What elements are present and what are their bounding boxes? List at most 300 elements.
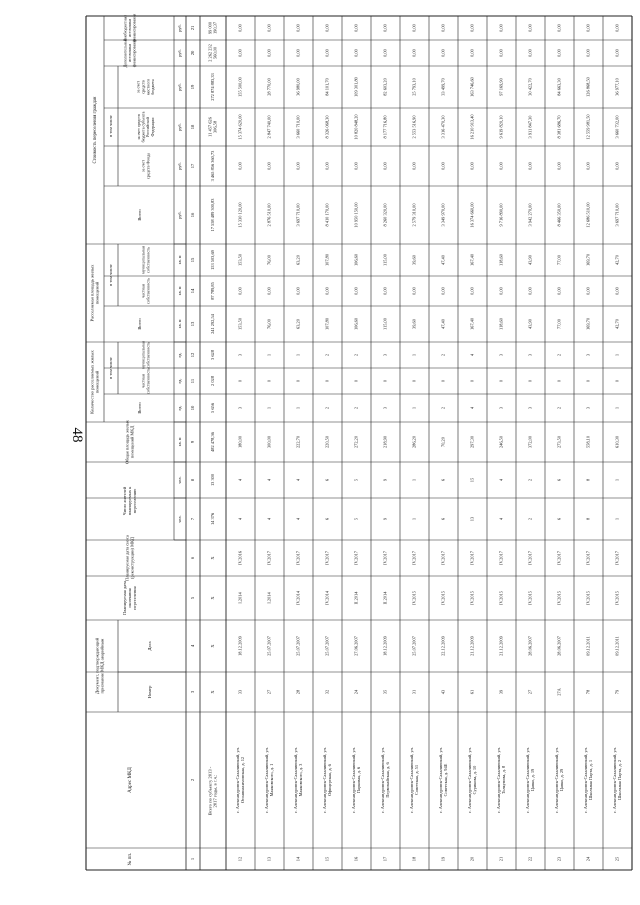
data-cell: 4	[469, 353, 475, 357]
data-cell: 106,60	[353, 317, 359, 331]
total-cell: X	[210, 644, 216, 648]
unit-label: руб.	[176, 83, 182, 91]
data-cell: IV.2015	[527, 591, 533, 605]
total-cell: 241 292,54	[210, 314, 216, 334]
total-cell: 153 503,69	[210, 250, 216, 270]
total-cell: 5 656	[210, 403, 216, 413]
data-cell: 1	[614, 517, 620, 521]
header-count-municipal: муниципальная	[140, 341, 146, 369]
data-cell: IV.2017	[527, 551, 533, 565]
data-cell: 22.12.2009	[440, 636, 446, 656]
data-cell: 0,00	[295, 24, 301, 32]
data-cell: 297,30	[469, 435, 475, 449]
header-cost-fund: средств Фонда	[145, 152, 151, 180]
data-cell: 10 820 848,20	[353, 114, 359, 140]
data-cell: 0,00	[411, 49, 417, 57]
data-cell: 3	[527, 353, 533, 357]
data-cell: 6	[556, 478, 562, 482]
data-cell: II.2014	[353, 591, 359, 605]
data-cell: 27А	[556, 688, 562, 696]
data-cell: 43,90	[527, 319, 533, 329]
data-cell: 1	[295, 353, 301, 357]
data-cell: 3 349 970,00	[440, 203, 446, 227]
data-cell: 286,20	[411, 435, 417, 449]
data-cell: IV.2015	[498, 591, 504, 605]
data-cell: IV.2017	[324, 551, 330, 565]
data-cell: 2	[324, 406, 330, 410]
data-cell: 1	[411, 406, 417, 410]
data-cell: 6	[440, 517, 446, 521]
column-number: 4	[190, 644, 196, 648]
total-cell: 190,37	[212, 21, 218, 35]
data-cell: 2	[353, 353, 359, 357]
data-cell: 3	[382, 353, 388, 357]
header-ras-private: частная	[140, 284, 146, 298]
data-cell: 0	[266, 379, 272, 383]
data-cell: 1	[614, 353, 620, 357]
data-cell: 9	[382, 478, 388, 482]
data-cell: 21.12.2009	[469, 636, 475, 656]
column-number: 9	[190, 440, 196, 444]
total-cell: 17 558 489 300,83	[210, 198, 216, 232]
data-cell: 43	[440, 689, 446, 695]
data-cell: 19	[440, 856, 446, 862]
data-cell: 97 169,90	[498, 78, 504, 96]
column-number: 14	[190, 288, 196, 294]
data-cell: 17	[382, 856, 388, 862]
data-cell: 25	[614, 856, 620, 862]
data-cell: 2	[527, 478, 533, 482]
header-ras-private: собственность	[145, 278, 151, 304]
data-cell: 4	[498, 478, 504, 482]
column-number: 3	[190, 690, 196, 694]
header-area: помещений МКД	[129, 425, 135, 459]
data-cell: 3	[498, 353, 504, 357]
data-cell: IV.2017	[556, 551, 562, 565]
header-area: Общая площадь жилых	[124, 420, 130, 464]
data-cell: 3 660 710,00	[295, 115, 301, 139]
page-number: 48	[69, 427, 85, 443]
data-cell: 9	[382, 517, 388, 521]
data-cell: 1	[614, 406, 620, 410]
data-cell: 6	[324, 478, 330, 482]
data-cell: 9 716 890,00	[498, 203, 504, 227]
total-cell: 306,58	[212, 120, 218, 134]
address-cell: Маяковского, д. 1	[269, 763, 275, 797]
address-cell: г. Александровск-Сахалинский, ул.	[553, 747, 559, 813]
data-cell: 84 663,30	[556, 78, 562, 96]
header-cost-local: местного	[145, 78, 151, 96]
data-cell: 21.12.2009	[498, 636, 504, 656]
address-cell: г. Александровск-Сахалинский, ул.	[321, 747, 327, 813]
data-cell: 5	[353, 517, 359, 521]
data-cell: 155 500,00	[237, 77, 243, 97]
data-cell: 0,00	[382, 49, 388, 57]
data-cell: IV.2017	[469, 551, 475, 565]
total-cell: 482 478,36	[210, 432, 216, 452]
total-cell: 13 300	[210, 473, 216, 487]
unit-label: руб.	[176, 162, 182, 170]
header-cost-local: за счет	[135, 80, 141, 94]
header-cost-incl: в том числе	[108, 115, 114, 137]
data-cell: 115,00	[382, 318, 388, 330]
total-label: Всего по субъекту 2013 -	[207, 766, 213, 816]
data-cell: 0,00	[585, 162, 591, 170]
address-cell: г. Александровск-Сахалинский, ул.	[263, 747, 269, 813]
total-cell: 3 628	[210, 350, 216, 360]
data-cell: 4	[295, 517, 301, 521]
address-cell: Толкунова, д. 8	[501, 765, 507, 795]
data-cell: 0,00	[469, 287, 475, 295]
total-cell: 2 028	[210, 376, 216, 386]
total-label: 2017 годы, в т.ч.:	[212, 774, 218, 808]
data-cell: 8 260 320,00	[382, 203, 388, 227]
data-cell: 33	[237, 689, 243, 695]
data-cell: 0,00	[411, 162, 417, 170]
data-cell: 246,50	[498, 435, 504, 449]
header-cost-subject: Федерации	[149, 117, 155, 137]
data-cell: 25 793,10	[411, 78, 417, 96]
data-cell: 2	[440, 406, 446, 410]
total-cell: X	[210, 596, 216, 600]
data-cell: 13	[266, 856, 272, 862]
data-cell: 15 330 120,00	[237, 202, 243, 228]
total-cell: 99 000	[207, 21, 213, 35]
data-cell: 222,70	[295, 435, 301, 449]
unit-label: ед.	[176, 405, 182, 411]
data-cell: 0,00	[440, 162, 446, 170]
data-cell: 0,00	[556, 24, 562, 32]
data-cell: IV.2014	[324, 591, 330, 605]
data-cell: IV.2015	[585, 591, 591, 605]
data-cell: 27.06.2007	[353, 636, 359, 656]
total-cell: 14 376	[210, 512, 216, 526]
data-cell: 0,00	[324, 162, 330, 170]
address-cell: Школьная Парта, д. 1	[588, 759, 594, 801]
data-cell: 63,20	[295, 255, 301, 265]
header-count-incl: в том числе	[108, 357, 114, 379]
data-cell: 0,00	[527, 287, 533, 295]
data-cell: 2	[324, 353, 330, 357]
data-cell: 0,00	[324, 49, 330, 57]
data-cell: 16 210 913,40	[469, 114, 475, 140]
data-cell: 0,00	[295, 287, 301, 295]
header-offbudget: Внебюджетные	[122, 14, 128, 42]
header-document: Документ, подтверждающий	[94, 637, 100, 695]
data-cell: 0,00	[440, 49, 446, 57]
data-cell: 2	[556, 353, 562, 357]
data-cell: 70,20	[440, 437, 446, 447]
data-cell: 8 177 716,80	[382, 115, 388, 139]
data-cell: 25.07.2007	[266, 636, 272, 656]
data-cell: 0,00	[353, 24, 359, 32]
header-ras-municipal: собственность	[145, 247, 151, 273]
column-number: 18	[190, 124, 196, 130]
data-cell: I.2014	[237, 592, 243, 604]
unit-label: кв. м	[176, 255, 182, 265]
unit-label: кв. м	[176, 286, 182, 296]
address-cell: Цапко, д. 29	[559, 768, 565, 792]
data-cell: I.2014	[266, 592, 272, 604]
data-cell: 0,00	[527, 24, 533, 32]
column-number: 21	[190, 25, 196, 31]
header-plan-end: окончания	[127, 588, 133, 608]
data-cell: 3	[237, 353, 243, 357]
data-cell: 77,00	[556, 319, 562, 329]
header-count-private: собственность	[145, 368, 151, 394]
data-cell: 167,40	[469, 253, 475, 267]
data-cell: 0	[556, 379, 562, 383]
data-cell: 0,00	[266, 24, 272, 32]
data-cell: 4	[469, 406, 475, 410]
header-count-private: частная	[140, 374, 146, 388]
data-cell: 3 942 270,00	[527, 203, 533, 227]
data-cell: 3 697 710,00	[295, 203, 301, 227]
data-cell: 4	[498, 517, 504, 521]
data-cell: 6	[324, 517, 330, 521]
data-cell: IV.2017	[585, 551, 591, 565]
data-cell: IV.2015	[469, 591, 475, 605]
data-cell: 0,00	[353, 49, 359, 57]
data-cell: 0,00	[237, 24, 243, 32]
data-cell: 153,50	[237, 253, 243, 267]
data-cell: 272,20	[353, 435, 359, 449]
header-no: № пп.	[128, 852, 134, 866]
data-cell: 115,00	[382, 254, 388, 266]
address-cell: Сурикова, д. 10	[472, 765, 478, 795]
data-cell: 8	[585, 478, 591, 482]
data-cell: 3	[498, 406, 504, 410]
header-cost-local: бюджета	[150, 79, 156, 95]
data-cell: 0,00	[585, 24, 591, 32]
data-cell: 25.07.2007	[411, 636, 417, 656]
address-cell: Советская, д. 94Е	[443, 763, 449, 797]
data-cell: 0,00	[237, 49, 243, 57]
unit-label: кв. м	[176, 437, 182, 447]
column-number: 17	[190, 163, 196, 169]
header-plan-end: переселения	[132, 586, 138, 610]
data-cell: 8 326 068,30	[324, 115, 330, 139]
data-cell: 372,00	[527, 435, 533, 449]
data-cell: 0,00	[614, 287, 620, 295]
data-cell: 2 553 516,90	[411, 115, 417, 139]
data-cell: 84 101,70	[324, 78, 330, 96]
data-cell: 79	[614, 689, 620, 695]
data-cell: 0,00	[382, 162, 388, 170]
header-extra-sources: Дополнительные	[122, 38, 128, 68]
data-cell: 28	[295, 689, 301, 695]
data-cell: 0	[324, 379, 330, 383]
data-cell: 0,00	[295, 162, 301, 170]
data-cell: 2	[440, 353, 446, 357]
column-number: 20	[190, 50, 196, 56]
data-cell: 3 911 847,30	[527, 115, 533, 139]
data-cell: 27	[266, 689, 272, 695]
data-cell: 0,00	[498, 24, 504, 32]
data-cell: 12 559 981,50	[585, 114, 591, 140]
data-cell: 0,00	[411, 24, 417, 32]
data-cell: 167,40	[469, 317, 475, 331]
data-cell: 2 876 510,00	[266, 203, 272, 227]
data-cell: 0,00	[556, 162, 562, 170]
data-cell: 1	[411, 478, 417, 482]
data-cell: 0	[353, 379, 359, 383]
data-cell: 39	[498, 689, 504, 695]
data-cell: IV.2017	[440, 551, 446, 565]
header-address: Адрес МКД	[128, 767, 134, 793]
data-cell: 0,00	[498, 287, 504, 295]
data-cell: 610,30	[614, 435, 620, 449]
address-cell: Парковая, д. 6	[356, 766, 362, 794]
data-cell: 16 374 660,00	[469, 202, 475, 228]
data-cell: 126 868,50	[585, 77, 591, 97]
data-cell: 8 381 686,70	[556, 115, 562, 139]
data-cell: 220,50	[324, 435, 330, 449]
data-cell: 47,40	[440, 255, 446, 265]
data-cell: 1	[266, 406, 272, 410]
data-cell: 3	[585, 353, 591, 357]
data-cell: 0,00	[585, 49, 591, 57]
data-cell: 8	[585, 517, 591, 521]
column-number: 12	[190, 352, 196, 358]
data-cell: 0,00	[469, 162, 475, 170]
data-cell: 169,70	[585, 253, 591, 267]
header-document: признание МКД аварийным	[99, 638, 105, 694]
data-cell: 8 410 170,00	[324, 203, 330, 227]
column-number: 10	[190, 405, 196, 411]
header-rasselyaem: Расселяемая площадь жилых	[89, 264, 95, 322]
address-cell: Офицерская, д. 6	[327, 764, 333, 796]
header-cost-subject: за счет средств	[136, 114, 142, 140]
column-number: 16	[190, 212, 196, 218]
data-cell: 2	[353, 406, 359, 410]
data-cell: 16	[353, 856, 359, 862]
data-cell: 13	[469, 516, 475, 522]
data-cell: 24	[353, 689, 359, 695]
data-cell: 0	[614, 379, 620, 383]
data-cell: 1	[266, 353, 272, 357]
data-cell: 0,00	[440, 24, 446, 32]
column-number: 2	[190, 778, 196, 782]
column-number: 7	[190, 517, 196, 521]
header-plan-demolition: Планируемая дата сноса	[124, 535, 130, 581]
data-cell: 39,60	[411, 255, 417, 265]
header-rasselyaem: помещений	[94, 281, 100, 305]
data-cell: 2	[527, 517, 533, 521]
data-cell: 35	[382, 689, 388, 695]
data-cell: 0,00	[498, 162, 504, 170]
data-cell: 106,60	[353, 253, 359, 267]
data-cell: 0	[469, 379, 475, 383]
unit-label: чел.	[176, 515, 182, 523]
data-cell: 2	[556, 406, 562, 410]
data-cell: 0	[440, 379, 446, 383]
data-cell: 180,00	[237, 435, 243, 449]
total-cell: X	[210, 556, 216, 560]
header-ras-incl: в том числе	[108, 264, 114, 286]
data-cell: 77,00	[556, 255, 562, 265]
data-cell: 32	[324, 689, 330, 695]
header-cost-subject: бюджета субъекта	[140, 111, 146, 143]
data-cell: 0,00	[556, 49, 562, 57]
address-cell: г. Александровск-Сахалинский, ул.	[466, 747, 472, 813]
data-cell: 28.06.2007	[527, 636, 533, 656]
data-cell: 6	[440, 478, 446, 482]
header-ras-municipal: муниципальная	[140, 246, 146, 274]
header-count-total: Всего	[137, 402, 143, 414]
data-cell: 163 746,60	[469, 77, 475, 97]
data-cell: 76,00	[266, 319, 272, 329]
data-cell: IV.2017	[295, 551, 301, 565]
header-people: планируемых к	[127, 486, 133, 516]
data-cell: 0,00	[585, 287, 591, 295]
data-cell: 24	[585, 856, 591, 862]
data-cell: 0	[295, 379, 301, 383]
column-number: 15	[190, 257, 196, 263]
data-cell: 09.12.2011	[585, 636, 591, 656]
header-cost-total: Всего	[137, 209, 143, 221]
data-cell: IV.2014	[295, 591, 301, 605]
data-cell: 0	[237, 379, 243, 383]
data-cell: 3	[585, 406, 591, 410]
data-cell: 107,80	[324, 317, 330, 331]
unit-label: руб.	[176, 211, 182, 219]
data-cell: 82 603,20	[382, 78, 388, 96]
data-cell: 61	[469, 689, 475, 695]
data-cell: 31	[411, 689, 417, 695]
data-cell: 43,90	[527, 255, 533, 265]
data-cell: 0,00	[614, 24, 620, 32]
data-cell: 18.12.2009	[382, 636, 388, 656]
column-number: 11	[190, 378, 196, 384]
data-cell: 0,00	[527, 162, 533, 170]
header-extra-sources: финансирования	[131, 38, 137, 68]
data-cell: 4	[266, 478, 272, 482]
unit-label: руб.	[176, 49, 182, 57]
address-cell: Осоавиахимовская, д. 12	[240, 756, 246, 804]
data-cell: 0,00	[266, 49, 272, 57]
column-number: 19	[190, 84, 196, 90]
data-cell: 8 466 350,00	[556, 203, 562, 227]
header-cost: Стоимость переселения граждан	[93, 96, 99, 164]
address-cell: Маяковского, д. 3	[298, 763, 304, 797]
address-cell: г. Александровск-Сахалинский, ул.	[350, 747, 356, 813]
address-cell: Цапко, д. 19	[530, 768, 536, 792]
data-cell: 63,20	[295, 319, 301, 329]
data-cell: IV.2017	[498, 551, 504, 565]
header-cost-fund: за счет	[140, 159, 146, 173]
data-cell: 0,00	[469, 24, 475, 32]
data-cell: 169,70	[585, 317, 591, 331]
data-cell: 09.12.2011	[614, 636, 620, 656]
data-cell: 39,60	[411, 319, 417, 329]
header-count: Количество расселяемых жилых	[89, 350, 95, 414]
data-cell: 20	[469, 856, 475, 862]
unit-label: чел.	[176, 476, 182, 484]
data-cell: 218,90	[382, 435, 388, 449]
data-cell: 109 301,80	[353, 77, 359, 97]
data-cell: IV.2017	[353, 551, 359, 565]
data-cell: 3 697 710,00	[614, 203, 620, 227]
column-number: 13	[190, 321, 196, 327]
data-cell: 0,00	[324, 24, 330, 32]
unit-label: ед.	[176, 378, 182, 384]
data-cell: IV.2015	[440, 591, 446, 605]
data-cell: 27	[527, 689, 533, 695]
data-cell: 10 950 150,00	[353, 202, 359, 228]
data-cell: 0,00	[614, 49, 620, 57]
data-cell: IV.2017	[382, 551, 388, 565]
